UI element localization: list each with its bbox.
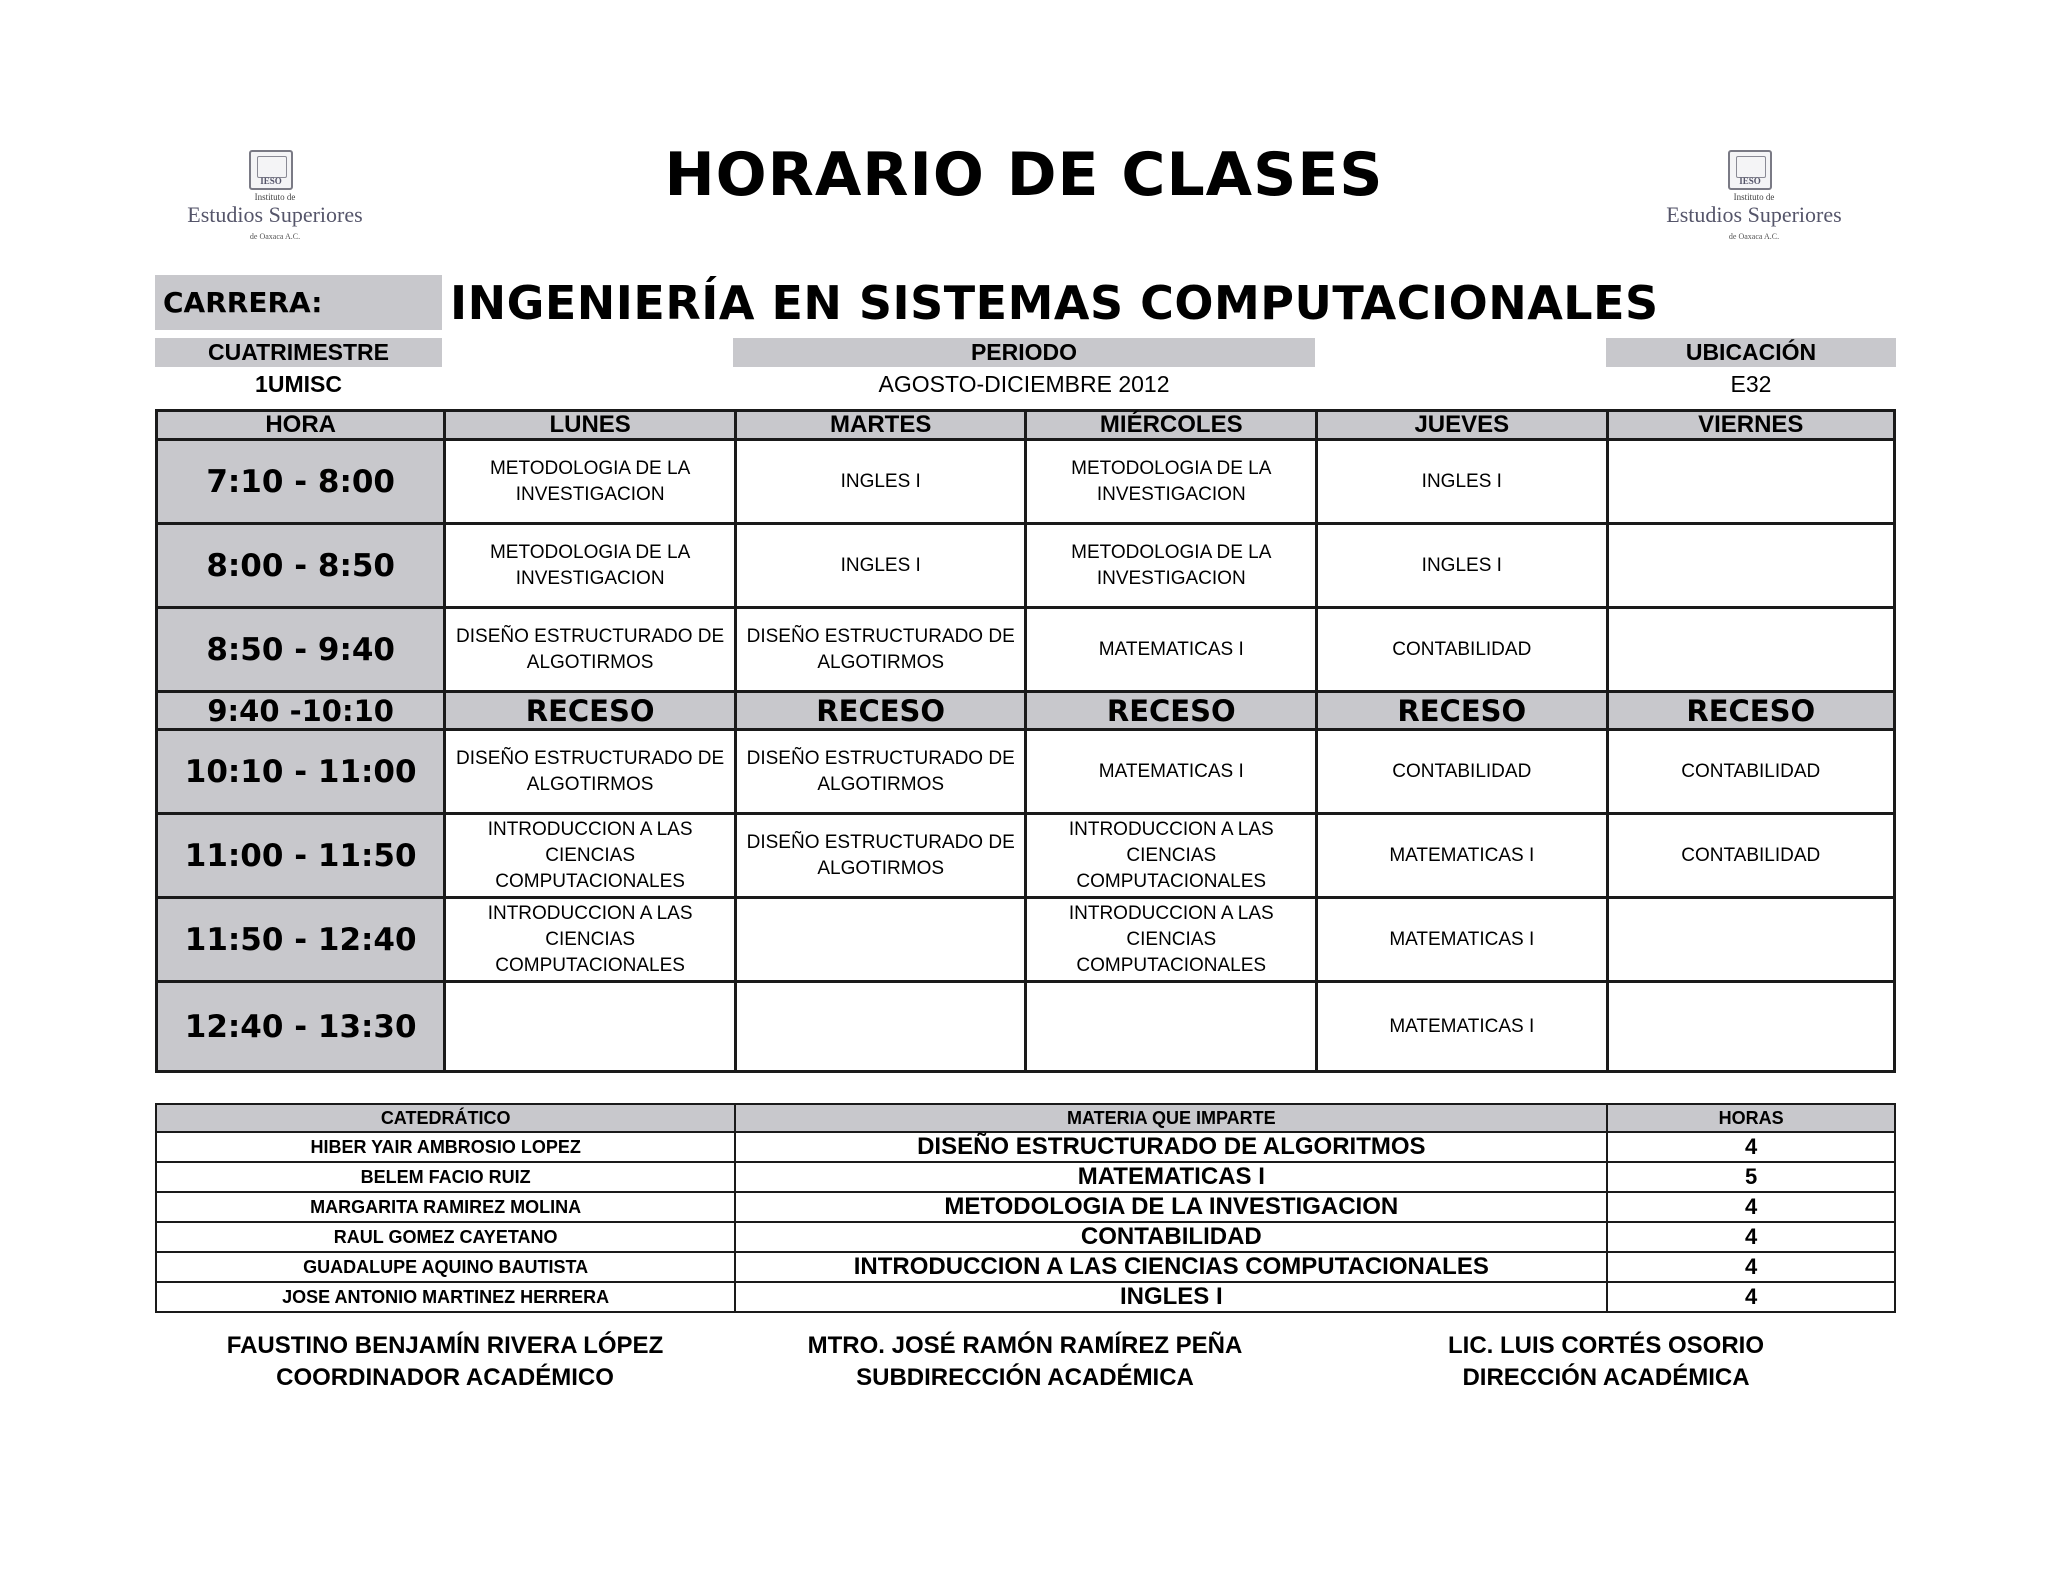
logo-wordmark: Estudios Superiores [187, 202, 363, 227]
schedule-row [157, 730, 1895, 814]
class-cell: INTRODUCCION A LAS CIENCIAS COMPUTACIONALES [445, 814, 736, 898]
hour-cell: 8:00 - 8:50 [157, 524, 445, 608]
signature-role: DIRECCIÓN ACADÉMICA [1462, 1364, 1750, 1391]
cuatrimestre-label: CUATRIMESTRE [155, 338, 442, 367]
teacher-row [156, 1132, 1895, 1162]
header-horas: HORAS [1607, 1104, 1895, 1132]
signature-name: LIC. LUIS CORTÉS OSORIO [1447, 1332, 1765, 1359]
teacher-subject: CONTABILIDAD [735, 1222, 1607, 1252]
teacher-row [156, 1192, 1895, 1222]
teacher-name: HIBER YAIR AMBROSIO LOPEZ [156, 1132, 735, 1162]
signature-name: MTRO. JOSÉ RAMÓN RAMÍREZ PEÑA [807, 1332, 1243, 1359]
class-cell: METODOLOGIA DE LA INVESTIGACION [445, 524, 736, 608]
seal-icon: IESO [1728, 150, 1772, 190]
class-cell: DISEÑO ESTRUCTURADO DE ALGOTIRMOS [735, 814, 1026, 898]
recess-cell: RECESO [735, 692, 1026, 730]
class-cell: INTRODUCCION A LAS CIENCIAS COMPUTACIONALES [1026, 898, 1317, 982]
teacher-name: JOSE ANTONIO MARTINEZ HERRERA [156, 1282, 735, 1312]
ubicacion-label: UBICACIÓN [1606, 338, 1896, 367]
class-cell: INGLES I [1317, 440, 1607, 524]
hour-cell: 12:40 - 13:30 [157, 982, 445, 1072]
schedule-row [157, 982, 1895, 1072]
class-cell: INTRODUCCION A LAS CIENCIAS COMPUTACIONALES [1026, 814, 1317, 898]
header-miercoles: MIÉRCOLES [1026, 411, 1317, 440]
recess-cell: RECESO [445, 692, 736, 730]
class-cell: MATEMATICAS I [1026, 608, 1317, 692]
carrera-value: INGENIERÍA EN SISTEMAS COMPUTACIONALES [450, 276, 1659, 330]
header-jueves: JUEVES [1317, 411, 1607, 440]
schedule-row [157, 524, 1895, 608]
header-materia: MATERIA QUE IMPARTE [735, 1104, 1607, 1132]
logo-subtitle: de Oaxaca A.C. [249, 232, 301, 241]
schedule-row [157, 814, 1895, 898]
class-cell: INTRODUCCION A LAS CIENCIAS COMPUTACIONALES [445, 898, 736, 982]
hour-cell: 11:00 - 11:50 [157, 814, 445, 898]
teacher-name: BELEM FACIO RUIZ [156, 1162, 735, 1192]
header-lunes: LUNES [445, 411, 736, 440]
header-hora: HORA [157, 411, 445, 440]
logo-institute-text: Instituto de [1733, 192, 1775, 202]
teachers-header-row [156, 1104, 1895, 1132]
class-cell: INGLES I [735, 524, 1026, 608]
header-martes: MARTES [735, 411, 1026, 440]
recess-row [157, 692, 1895, 730]
signature-subdireccion [735, 1330, 1315, 1394]
class-cell [1607, 524, 1894, 608]
recess-cell: RECESO [1026, 692, 1317, 730]
schedule-row [157, 608, 1895, 692]
teacher-name: RAUL GOMEZ CAYETANO [156, 1222, 735, 1252]
page-title: HORARIO DE CLASES [664, 140, 1384, 210]
class-cell: MATEMATICAS I [1317, 814, 1607, 898]
teacher-hours: 4 [1607, 1282, 1895, 1312]
seal-icon: IESO [249, 150, 293, 190]
teacher-row [156, 1282, 1895, 1312]
class-cell: DISEÑO ESTRUCTURADO DE ALGOTIRMOS [735, 608, 1026, 692]
signature-name: FAUSTINO BENJAMÍN RIVERA LÓPEZ [226, 1332, 664, 1359]
class-cell: MATEMATICAS I [1317, 982, 1607, 1072]
class-cell [1607, 898, 1894, 982]
teacher-row [156, 1222, 1895, 1252]
teacher-subject: INGLES I [735, 1282, 1607, 1312]
teacher-subject: DISEÑO ESTRUCTURADO DE ALGORITMOS [735, 1132, 1607, 1162]
logo-wordmark: Estudios Superiores [1666, 202, 1842, 227]
class-cell: METODOLOGIA DE LA INVESTIGACION [1026, 524, 1317, 608]
teacher-subject: INTRODUCCION A LAS CIENCIAS COMPUTACIONALES [735, 1252, 1607, 1282]
cuatrimestre-value: 1UMISC [255, 371, 342, 397]
class-cell: DISEÑO ESTRUCTURADO DE ALGOTIRMOS [445, 608, 736, 692]
class-cell [445, 982, 736, 1072]
ubicacion-value: E32 [1730, 371, 1772, 397]
teacher-hours: 5 [1607, 1162, 1895, 1192]
class-cell: MATEMATICAS I [1317, 898, 1607, 982]
hour-cell: 8:50 - 9:40 [157, 608, 445, 692]
class-cell [1607, 982, 1894, 1072]
class-cell: METODOLOGIA DE LA INVESTIGACION [1026, 440, 1317, 524]
schedule-table [155, 409, 1896, 1073]
class-cell: INGLES I [735, 440, 1026, 524]
class-cell [735, 982, 1026, 1072]
hour-cell: 9:40 -10:10 [157, 692, 445, 730]
header-viernes: VIERNES [1607, 411, 1894, 440]
header-catedratico: CATEDRÁTICO [156, 1104, 735, 1132]
class-cell: INGLES I [1317, 524, 1607, 608]
class-cell: CONTABILIDAD [1317, 730, 1607, 814]
class-cell: CONTABILIDAD [1607, 814, 1894, 898]
class-cell [1607, 608, 1894, 692]
teacher-hours: 4 [1607, 1222, 1895, 1252]
schedule-row [157, 898, 1895, 982]
teacher-hours: 4 [1607, 1132, 1895, 1162]
teachers-table [155, 1103, 1896, 1313]
class-cell: CONTABILIDAD [1317, 608, 1607, 692]
logo-institute-text: Instituto de [254, 192, 296, 202]
schedule-row [157, 440, 1895, 524]
class-cell: CONTABILIDAD [1607, 730, 1894, 814]
signature-role: COORDINADOR ACADÉMICO [276, 1364, 614, 1391]
class-cell: DISEÑO ESTRUCTURADO DE ALGOTIRMOS [735, 730, 1026, 814]
recess-cell: RECESO [1607, 692, 1894, 730]
class-cell: DISEÑO ESTRUCTURADO DE ALGOTIRMOS [445, 730, 736, 814]
hour-cell: 10:10 - 11:00 [157, 730, 445, 814]
signature-coordinador [155, 1330, 735, 1394]
hour-cell: 7:10 - 8:00 [157, 440, 445, 524]
teacher-hours: 4 [1607, 1252, 1895, 1282]
class-cell: MATEMATICAS I [1026, 730, 1317, 814]
signature-direccion [1316, 1330, 1896, 1394]
signature-role: SUBDIRECCIÓN ACADÉMICA [856, 1364, 1194, 1391]
recess-cell: RECESO [1317, 692, 1607, 730]
carrera-label: CARRERA: [155, 275, 442, 330]
teacher-subject: METODOLOGIA DE LA INVESTIGACION [735, 1192, 1607, 1222]
class-cell [1026, 982, 1317, 1072]
class-cell: METODOLOGIA DE LA INVESTIGACION [445, 440, 736, 524]
class-cell [1607, 440, 1894, 524]
teacher-subject: MATEMATICAS I [735, 1162, 1607, 1192]
periodo-label: PERIODO [733, 338, 1315, 367]
logo-subtitle: de Oaxaca A.C. [1728, 232, 1780, 241]
teacher-row [156, 1162, 1895, 1192]
hour-cell: 11:50 - 12:40 [157, 898, 445, 982]
teacher-name: MARGARITA RAMIREZ MOLINA [156, 1192, 735, 1222]
teacher-name: GUADALUPE AQUINO BAUTISTA [156, 1252, 735, 1282]
class-cell [735, 898, 1026, 982]
periodo-value: AGOSTO-DICIEMBRE 2012 [878, 371, 1170, 397]
schedule-header-row [157, 411, 1895, 440]
teacher-row [156, 1252, 1895, 1282]
teacher-hours: 4 [1607, 1192, 1895, 1222]
